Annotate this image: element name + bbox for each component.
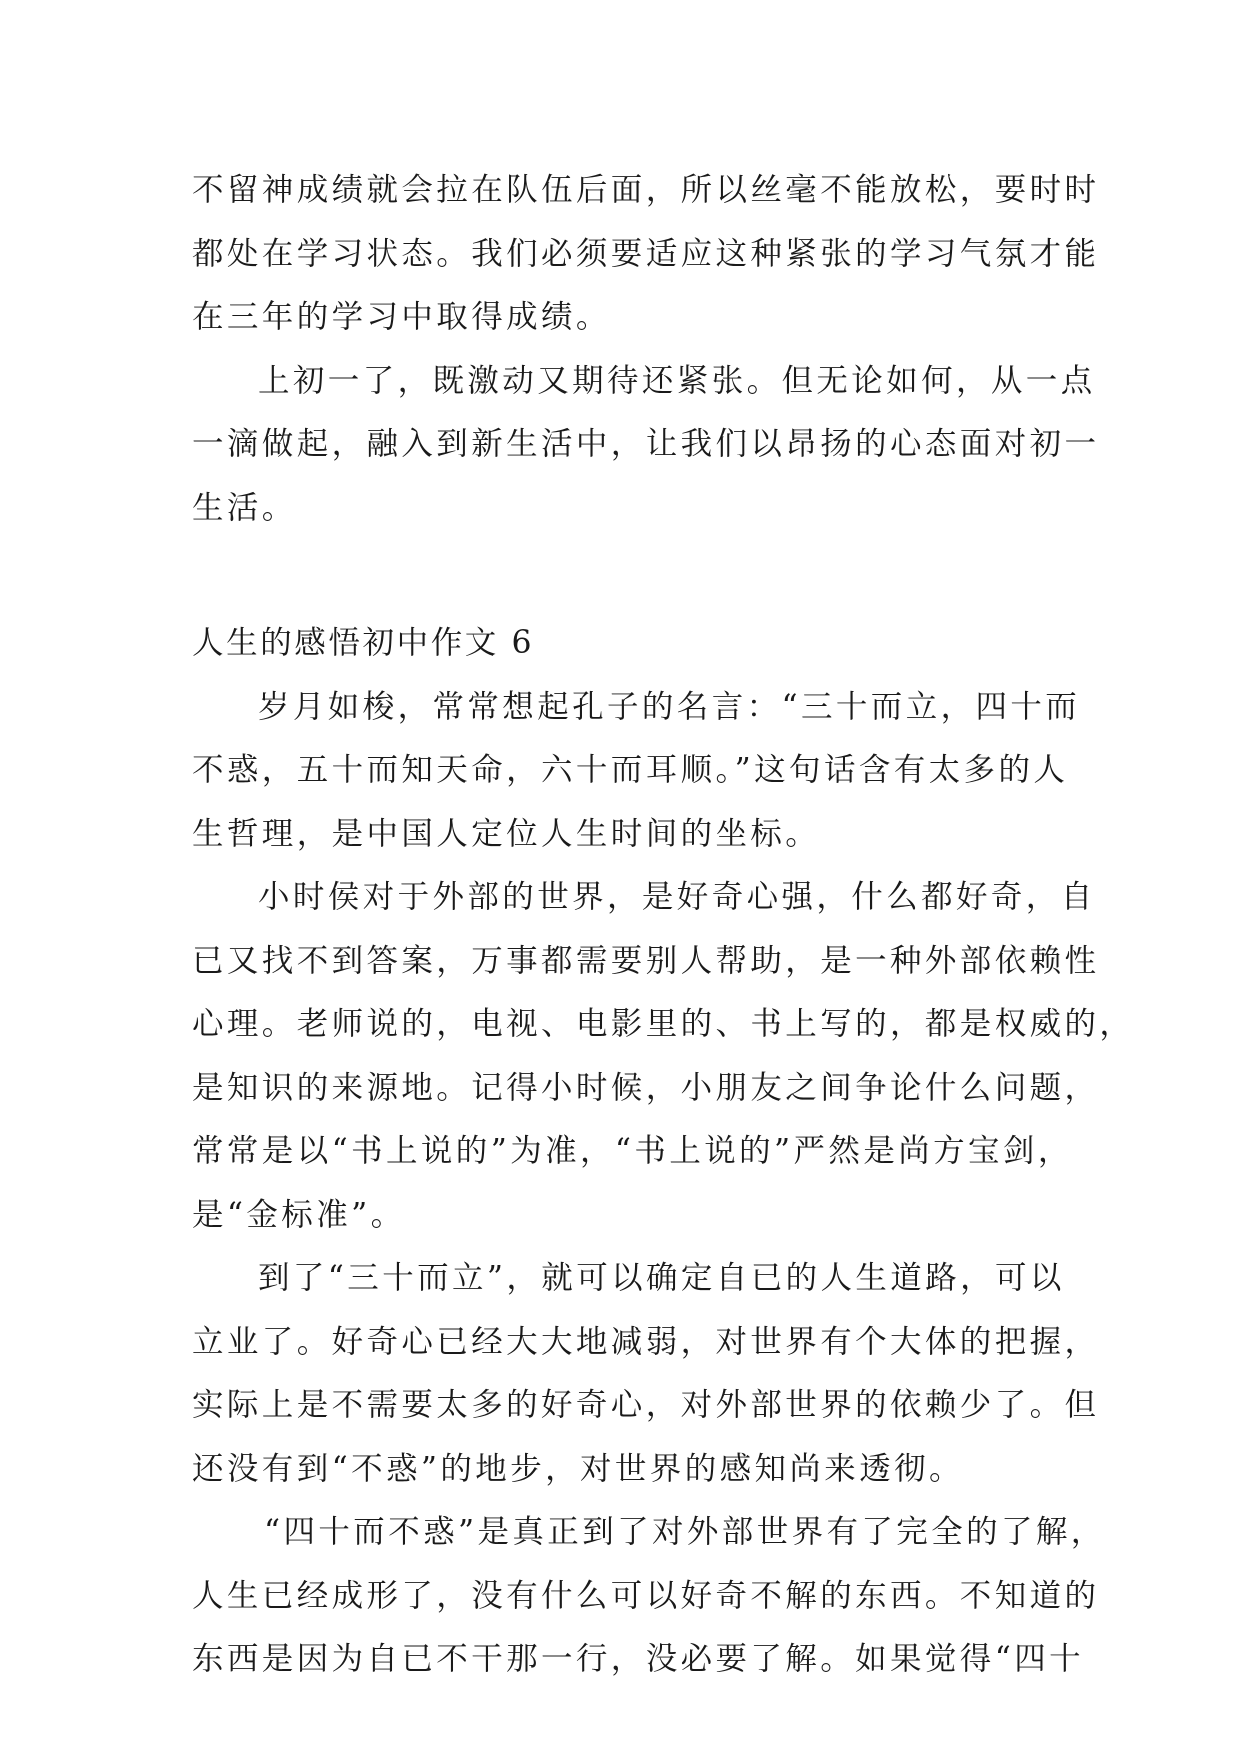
text-line: 岁月如梭，常常想起孔子的名言：“三十而立，四十而 <box>258 688 1081 725</box>
text-line: 生活。 <box>192 489 297 526</box>
text-line: 不惑，五十而知天命，六十而耳顺。”这句话含有太多的人 <box>192 752 1069 788</box>
text-line: 不留神成绩就会拉在队伍后面，所以丝毫不能放松，要时时 <box>192 172 1100 208</box>
document-body <box>192 159 1135 1692</box>
text-line: 上初一了，既激动又期待还紧张。但无论如何，从一点 <box>258 362 1096 399</box>
text-line: 常常是以“书上说的”为准，“书上说的”严然是尚方宝剑， <box>192 1133 1073 1169</box>
text-line: 心理。老师说的，电视、电影里的、书上写的，都是权威的， <box>192 1006 1135 1042</box>
text-line: 是“金标准”。 <box>192 1196 406 1233</box>
paragraph <box>192 1501 1106 1692</box>
text-line: “四十而不惑”是真正到了对外部世界有了完全的了解， <box>264 1514 1106 1550</box>
text-line: 是知识的来源地。记得小时候，小朋友之间争论什么问题， <box>192 1069 1100 1106</box>
paragraph <box>192 1247 1100 1501</box>
text-line: 在三年的学习中取得成绩。 <box>192 299 611 335</box>
text-line: 到了“三十而立”，就可以确定自已的人生道路，可以 <box>258 1260 1065 1296</box>
paragraph <box>192 159 1100 350</box>
text-line: 小时侯对于外部的世界，是好奇心强，什么都好奇，自 <box>258 879 1096 915</box>
text-line: 一滴做起，融入到新生活中，让我们以昂扬的心态面对初一 <box>192 426 1100 462</box>
text-line: 都处在学习状态。我们必须要适应这种紧张的学习气氛才能 <box>192 235 1100 272</box>
text-line: 还没有到“不惑”的地步，对世界的感知尚来透彻。 <box>192 1450 964 1487</box>
text-line: 人生已经成形了，没有什么可以好奇不解的东西。不知道的 <box>192 1577 1100 1614</box>
text-line: 东西是因为自已不干那一行，没必要了解。如果觉得“四十 <box>192 1641 1085 1677</box>
paragraph <box>192 676 1081 867</box>
text-line: 已又找不到答案，万事都需要别人帮助，是一种外部依赖性 <box>192 942 1100 979</box>
section-spacer <box>192 540 1064 612</box>
section-heading: 人生的感悟初中作文 6 <box>192 625 535 661</box>
paragraph <box>192 866 1135 1247</box>
text-line: 立业了。好奇心已经大大地减弱，对世界有个大体的把握， <box>192 1323 1100 1360</box>
paragraph <box>192 350 1100 541</box>
text-line: 生哲理，是中国人定位人生时间的坐标。 <box>192 815 821 852</box>
text-line: 实际上是不需要太多的好奇心，对外部世界的依赖少了。但 <box>192 1387 1100 1423</box>
